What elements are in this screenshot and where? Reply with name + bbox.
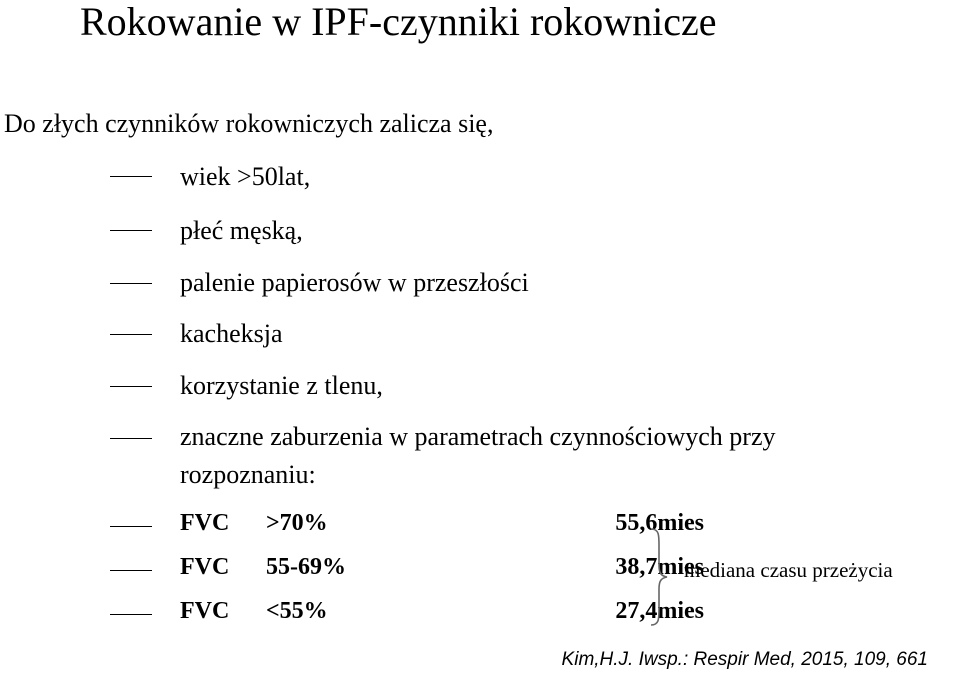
- median-survival-note: mediana czasu przeżycia: [684, 558, 893, 582]
- citation: Kim,H.J. Iwsp.: Respir Med, 2015, 109, 661: [561, 649, 928, 670]
- factor-function-continued: rozpoznaniu:: [180, 460, 316, 489]
- factor-smoking: palenie papierosów w przeszłości: [180, 268, 529, 297]
- fvc-row-2-label: FVC: [180, 554, 230, 580]
- fvc-row-1-label: FVC: [180, 510, 230, 536]
- fvc-row-2-range: 55-69%: [266, 554, 346, 580]
- list-dash: [110, 176, 152, 177]
- factor-oxygen: korzystanie z tlenu,: [180, 371, 383, 400]
- list-dash: [110, 386, 152, 387]
- intro-text: Do złych czynników rokowniczych zalicza się,: [4, 109, 494, 138]
- factor-function: znaczne zaburzenia w parametrach czynnościowych przy: [180, 422, 776, 451]
- fvc-row-3-range: <55%: [266, 598, 328, 624]
- fvc-row-2-months: 38,7mies: [615, 554, 704, 580]
- factor-age: wiek >50lat,: [180, 162, 311, 191]
- list-dash: [110, 230, 152, 231]
- list-dash: [110, 334, 152, 335]
- list-dash: [110, 438, 152, 439]
- factor-cachexia: kacheksja: [180, 319, 283, 348]
- curly-brace: [645, 527, 673, 627]
- fvc-row-3-label: FVC: [180, 598, 230, 624]
- fvc-row-3-months: 27,4mies: [615, 598, 704, 624]
- slide-title: Rokowanie w IPF-czynniki rokownicze: [80, 0, 717, 44]
- fvc-row-1-months: 55,6mies: [615, 510, 704, 536]
- fvc-row-1-range: >70%: [266, 510, 328, 536]
- factor-sex: płeć męską,: [180, 216, 303, 245]
- list-dash: [110, 283, 152, 284]
